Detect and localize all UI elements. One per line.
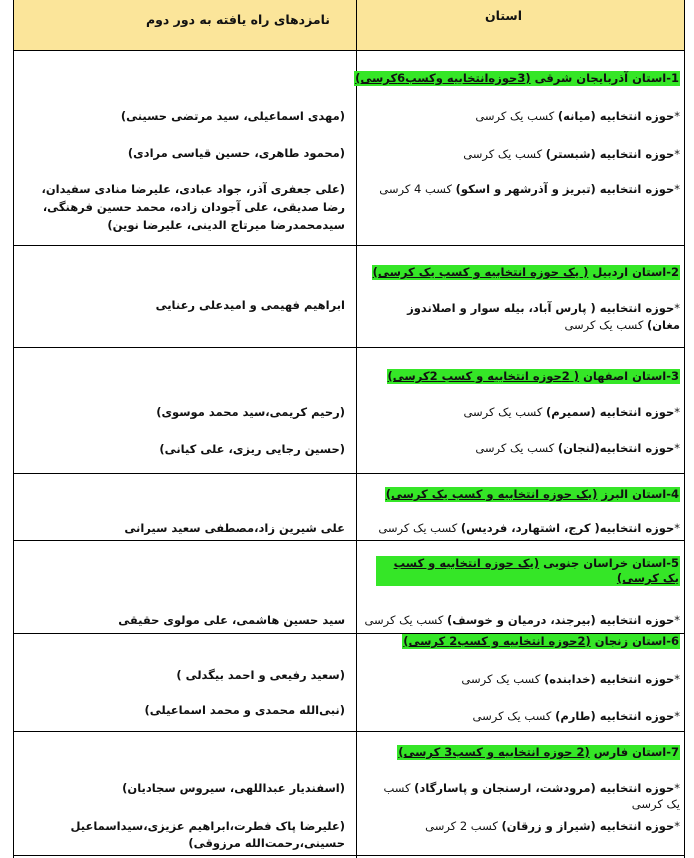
candidate-group: (علیرضا پاک فطرت،ابراهیم عزیزی،سیداسماعیل حسینی،رحمت‌الله مرزوقی) (70, 819, 345, 850)
district-line: *حوزه انتخابیه (طارم) کسب یک کرسی (472, 709, 680, 723)
row-divider (13, 473, 684, 474)
table-column-divider (356, 0, 357, 858)
candidate-group: (محمود طاهری، حسین قیاسی مرادی) (127, 146, 345, 160)
candidate-group: (مهدی اسماعیلی، سید مرتضی حسینی) (120, 109, 345, 123)
province-title: 4-استان البرز (یک حوزه انتخابیه و کسب یک کرسی) (385, 487, 679, 501)
candidate-group: (رحیم کریمی،سید محمد موسوی) (156, 405, 345, 419)
row-divider (13, 245, 684, 246)
candidate-group: (حسین رجایی ریزی، علی کیانی) (159, 442, 345, 456)
row-divider (13, 347, 684, 348)
province-title: 3-استان اصفهان ( 2حوزه انتخابیه و کسب 2کرسی) (387, 369, 679, 383)
province-title: 2-استان اردبیل ( یک حوزه انتخابیه و کسب یک کرسی) (372, 265, 679, 279)
province-title: 7-استان فارس (2 حوزه انتخابیه و کسب3 کرسی) (398, 745, 679, 759)
district-line: *حوزه انتخابیه(لنجان) کسب یک کرسی (475, 441, 680, 455)
province-title: 5-استان خراسان جنوبی (یک حوزه انتخابیه و کسب یک کرسی) (376, 556, 680, 586)
district-line: *حوزه انتخابیه (شیراز و زرقان) کسب 2 کرسی (425, 819, 680, 833)
district-line: *حوزه انتخابیه (بیرجند، درمیان و خوسف) کسب یک کرسی (364, 613, 680, 627)
district-line: *حوزه انتخابیه (سمیرم) کسب یک کرسی (463, 405, 680, 419)
candidate-group: علی شیرین زاد،مصطفی سعید سیرانی (124, 521, 345, 535)
row-divider (13, 50, 684, 51)
row-divider (13, 855, 684, 856)
table-border-right (684, 0, 685, 858)
header-province-label: استان (484, 8, 522, 23)
candidate-group: (سعید رفیعی و احمد بیگدلی ) (176, 668, 345, 682)
table-border-left (13, 0, 14, 858)
district-line: *حوزه انتخابیه (تبریز و آذرشهر و اسکو) کسب 4 کرسی (379, 182, 680, 196)
district-line: *حوزه انتخابیه (خدابنده) کسب یک کرسی (461, 672, 680, 686)
district-line: *حوزه انتخابیه ( پارس آباد، بیله سوار و اصلاندوز مغان) کسب یک کرسی (407, 301, 680, 332)
district-line: *حوزه انتخابیه( کرج، اشتهارد، فردیس) کسب یک کرسی (378, 521, 680, 535)
candidate-group: (نبی‌الله محمدی و محمد اسماعیلی) (144, 703, 345, 717)
district-line: *حوزه انتخابیه (میانه) کسب یک کرسی (475, 109, 680, 123)
header-candidates-label: نامزدهای راه یافته به دور دوم (145, 12, 330, 27)
row-divider (13, 540, 684, 541)
row-divider (13, 731, 684, 732)
candidate-group: ابراهیم فهیمی و امیدعلی رعنایی (155, 298, 345, 312)
district-line: *حوزه انتخابیه (مرودشت، ارسنجان و پاسارگاد) کسب یک کرسی (383, 781, 680, 811)
province-title: 6-استان زنجان (2حوزه انتخابیه و کسب2 کرسی) (403, 634, 679, 648)
candidate-group: (علی جعفری آذر، جواد عبادی، علیرضا منادی سفیدان، رضا صدیقی، علی آجودان زاده، محمد حسین فرهنگی، سیدمحمدرضا میرتاج الدینی، علیرضا نوین) (41, 182, 345, 232)
province-title: 1-استان آذربایجان شرقی (3حوزه‌انتخابیه وکسب6کرسی) (355, 71, 679, 85)
candidate-group: سید حسین هاشمی، علی مولوی حقیقی (118, 613, 345, 627)
candidate-group: (اسفندیار عبداللهی، سیروس سجادیان) (122, 781, 345, 795)
district-line: *حوزه انتخابیه (شبستر) کسب یک کرسی (463, 147, 680, 161)
